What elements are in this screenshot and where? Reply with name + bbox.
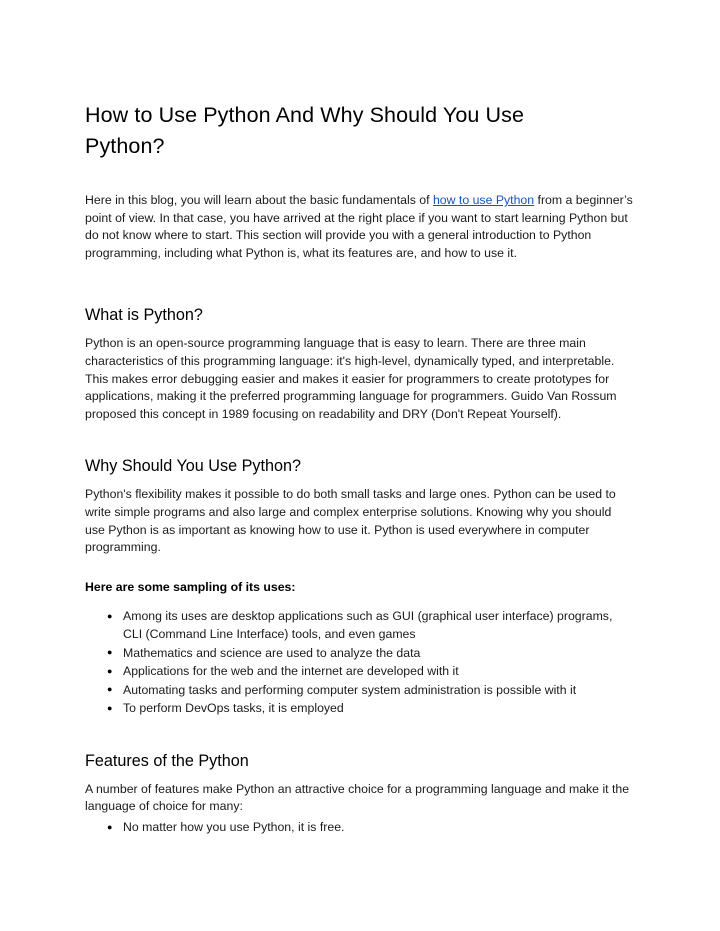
section-heading-what-is-python: What is Python?: [85, 306, 203, 325]
section-paragraph-why-use-python: Python's flexibility makes it possible to do both small tasks and large ones. Python can be used to write simple programs and also large and complex enterprise solutions. Knowing why you should use Python is as important as knowing how to use it. Python is used everywhere in computer programming.: [85, 487, 616, 555]
uses-bullet-list: [85, 608, 635, 718]
intro-paragraph: [85, 192, 633, 262]
section-heading-features-of-python: Features of the Python: [85, 751, 249, 770]
features-bullet-list: [85, 819, 635, 837]
section-heading-why-use-python: Why Should You Use Python?: [85, 457, 301, 476]
section-what-is-python: [85, 304, 635, 423]
list-item: ● Applications for the web and the internet are developed with it: [123, 663, 623, 681]
page-title: How to Use Python And Why Should You Use Python?: [85, 103, 525, 158]
list-item: ● To perform DevOps tasks, it is employed: [123, 700, 623, 718]
how-to-use-python-link[interactable]: how to use Python: [432, 193, 535, 207]
uses-lead-in: Here are some sampling of its uses:: [85, 579, 296, 594]
intro-text-after-link: from a beginner’s point of view. In that case, you have arrived at the right place if you want to start learning Python but do not know where to start. This section will provide you with a general introduction to Python programming, including what Python is, what its features are, and how to use it.: [85, 193, 633, 260]
section-paragraph-what-is-python: Python is an open-source programming language that is easy to learn. There are three main characteristics of this programming language: it's high-level, dynamically typed, and interpretable. This makes error debugging easier and makes it easier for programmers to create prototypes for applications, making it the preferred programming language for programmers. Guido Van Rossum proposed this concept in 1989 focusing on readability and DRY (Don't Repeat Yourself).: [85, 336, 617, 421]
list-item: ● Among its uses are desktop applications such as GUI (graphical user interface) programs, CLI (Command Line Interface) tools, and even games: [123, 608, 623, 643]
section-features-of-python: [85, 750, 635, 837]
section-why-use-python: [85, 455, 635, 718]
list-item: ● Automating tasks and performing computer system administration is possible with it: [123, 682, 623, 700]
list-item: ● Mathematics and science are used to analyze the data: [123, 645, 623, 663]
intro-text-before-link: Here in this blog, you will learn about the basic fundamentals of: [85, 193, 433, 207]
section-paragraph-features-of-python: A number of features make Python an attractive choice for a programming language and make it the language of choice for many:: [85, 781, 630, 814]
list-item: ● No matter how you use Python, it is free.: [123, 819, 623, 837]
